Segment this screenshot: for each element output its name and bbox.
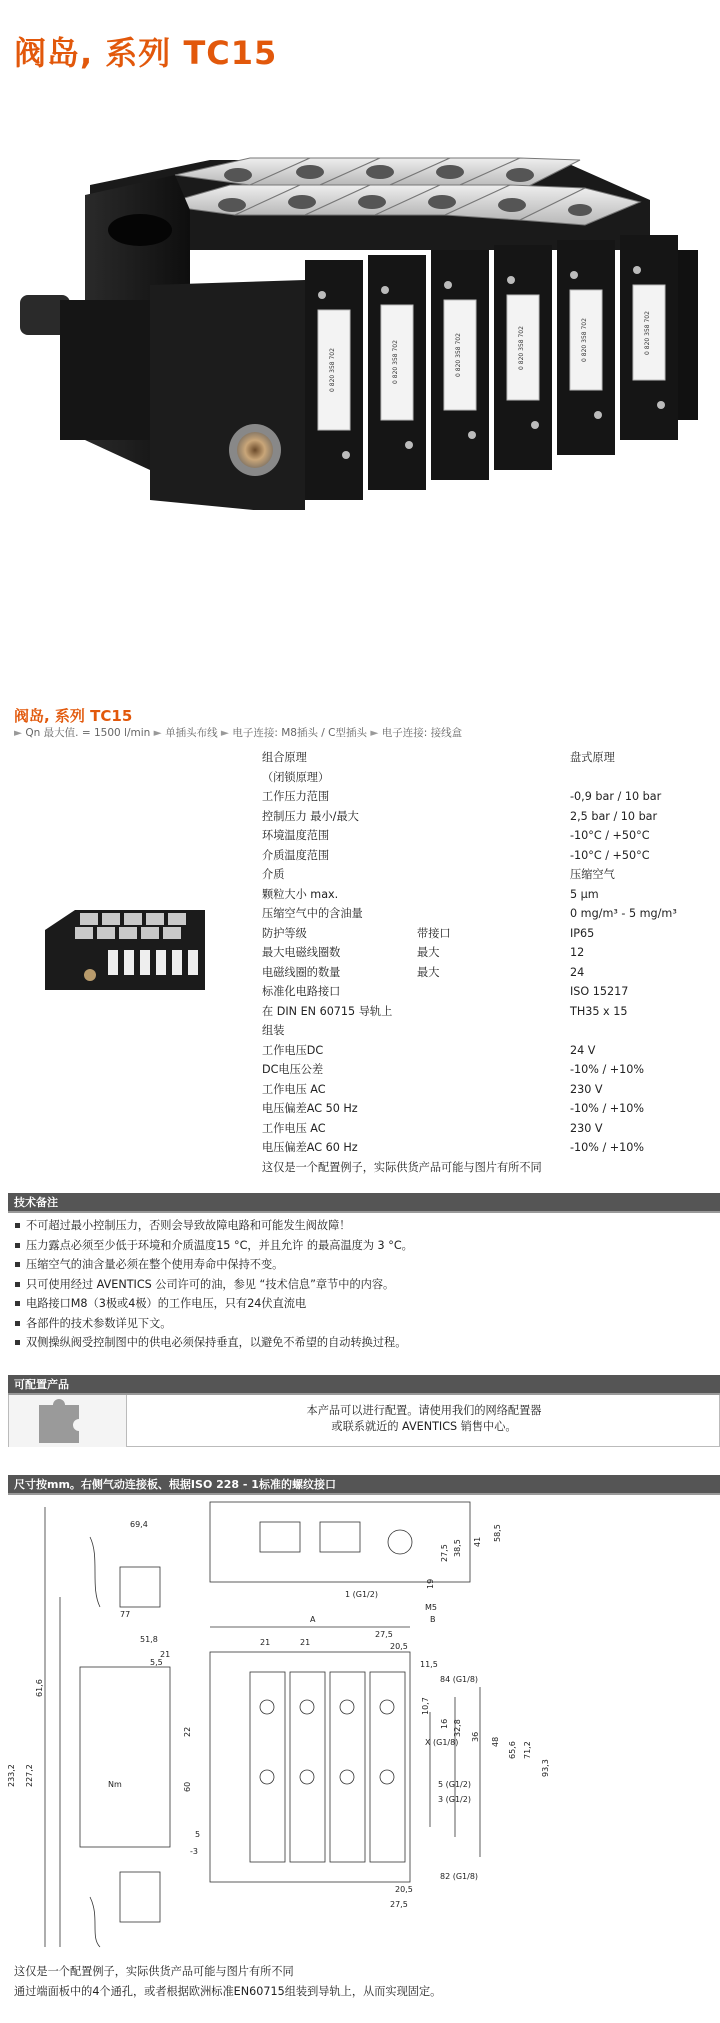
spec-qualifier	[417, 807, 570, 827]
tech-notes-header: 技术备注	[8, 1193, 720, 1213]
dim-label: 82 (G1/8)	[440, 1872, 479, 1881]
spec-key: DC电压公差	[262, 1063, 324, 1076]
spec-value: 230 V	[570, 1121, 603, 1135]
spec-qualifier	[417, 787, 570, 807]
spec-row	[262, 1002, 702, 1022]
spec-value: 5 µm	[570, 887, 599, 901]
spec-value: 12	[570, 946, 585, 959]
spec-key: 介质温度范围	[262, 848, 330, 862]
dim-label: 233,2	[7, 1764, 16, 1787]
spec-key: 工作电压DC	[262, 1043, 324, 1057]
dim-label: 20,5	[395, 1885, 413, 1894]
list-item: 不可超过最小控制压力，否则会导致故障电路和可能发生阀故障！	[14, 1216, 714, 1236]
spec-value: IP65	[570, 926, 595, 940]
spec-qualifier	[417, 1119, 570, 1139]
dim-label: B	[430, 1615, 436, 1624]
dim-label: 77	[120, 1610, 131, 1619]
spec-value: 压缩空气	[570, 868, 615, 881]
list-item: 双侧操纵阀受控制图中的供电必须保持垂直，以避免不希望的自动转换过程。	[14, 1333, 714, 1353]
dim-label: 5,5	[150, 1658, 163, 1667]
spec-key: 在 DIN EN 60715 导轨上	[262, 1004, 393, 1018]
dim-label: 20,5	[390, 1642, 408, 1651]
dim-label: 71,2	[523, 1741, 532, 1759]
dim-label: 58,5	[493, 1524, 502, 1542]
spec-row	[262, 904, 702, 924]
tech-notes-list	[14, 1216, 714, 1353]
bullet-icon: ►	[14, 727, 26, 739]
valve-label: 0 820 358 702	[518, 326, 525, 370]
spec-row	[262, 865, 702, 885]
dim-label: 21	[160, 1650, 171, 1659]
spec-qualifier	[417, 1002, 570, 1022]
dim-label: 11,5	[420, 1660, 438, 1669]
spec-row	[262, 943, 702, 963]
valve-terminal-photo	[0, 130, 720, 510]
spec-row	[262, 846, 702, 866]
dim-label: 27,5	[375, 1630, 393, 1639]
spec-qualifier	[417, 846, 570, 866]
spec-value: 2,5 bar / 10 bar	[570, 809, 658, 823]
spec-row	[262, 885, 702, 905]
spec-value: -0,9 bar / 10 bar	[570, 790, 662, 803]
dim-label: 48	[491, 1736, 500, 1747]
dim-label: 21	[260, 1638, 271, 1647]
spec-value: 24 V	[570, 1043, 596, 1057]
dim-label: 22	[183, 1726, 192, 1737]
spec-qualifier	[417, 826, 570, 846]
spec-value: 0 mg/m³ - 5 mg/m³	[570, 907, 677, 920]
spec-key: 压缩空气中的含油量	[262, 907, 363, 920]
dim-label: 61,6	[35, 1679, 44, 1697]
spec-row	[262, 1138, 702, 1158]
feature-flow: Qn 最大值. = 1500 l/min	[25, 727, 151, 739]
spec-qualifier: 带接口	[417, 926, 451, 940]
dim-label: 5	[195, 1830, 201, 1839]
valve-label: 0 820 358 702	[392, 340, 399, 384]
spec-qualifier: 最大	[417, 965, 440, 979]
spec-row	[262, 1119, 702, 1139]
list-item: 各部件的技术参数详见下文。	[14, 1314, 714, 1334]
spec-row	[262, 807, 702, 827]
spec-qualifier	[417, 768, 570, 788]
dim-label: 38,5	[453, 1539, 462, 1557]
dim-label: A	[310, 1615, 316, 1624]
footer-disclaimer: 这仅是一个配置例子，实际供货产品可能与图片有所不同	[14, 1965, 294, 1978]
spec-value	[570, 768, 702, 788]
dim-label: 19	[426, 1578, 435, 1589]
spec-value: -10% / +10%	[570, 1063, 645, 1076]
spec-value: -10% / +10%	[570, 1102, 645, 1115]
spec-value: ISO 15217	[570, 985, 629, 998]
dimensions-header: 尺寸按mm。右侧气动连接板、根据ISO 228 - 1标准的螺纹接口	[8, 1475, 720, 1495]
dim-label: 227,2	[25, 1764, 34, 1787]
dim-label: X (G1/8)	[425, 1738, 459, 1747]
bullet-icon: ►	[370, 727, 382, 739]
spec-qualifier	[417, 1041, 570, 1061]
feature-breadcrumb	[14, 725, 462, 740]
footer-mounting: 通过端面板中的4个通孔，或者根据欧洲标准EN60715组装到导轨上，从而实现固定。	[14, 1985, 442, 1998]
spec-key: 电压偏差AC 60 Hz	[262, 1141, 358, 1154]
spec-key: 颗粒大小 max.	[262, 887, 339, 901]
configurable-header: 可配置产品	[8, 1375, 720, 1395]
product-thumbnail	[40, 895, 210, 1000]
spec-row	[262, 1060, 702, 1080]
spec-qualifier	[417, 748, 570, 768]
dim-label: 5 (G1/2)	[438, 1780, 471, 1789]
spec-row	[262, 748, 702, 768]
spec-key: 电磁线圈的数量	[262, 965, 341, 979]
spec-table	[262, 748, 702, 1177]
spec-row	[262, 924, 702, 944]
valve-label: 0 820 358 702	[644, 311, 651, 355]
dim-label: M5	[425, 1603, 437, 1612]
spec-row	[262, 768, 702, 788]
dim-label: 10,7	[421, 1697, 430, 1715]
configurable-text	[127, 1403, 720, 1435]
valve-label: 0 820 358 702	[581, 318, 588, 362]
dim-label: 36	[471, 1731, 480, 1742]
dim-label: 60	[183, 1781, 192, 1792]
page-title: 阀岛, 系列 TC15	[14, 34, 278, 72]
spec-key: 组合原理	[262, 751, 307, 764]
spec-key: 环境温度范围	[262, 829, 330, 842]
spec-qualifier	[417, 1138, 570, 1158]
puzzle-icon-cell	[9, 1395, 127, 1447]
spec-qualifier	[417, 1021, 570, 1041]
configurable-box	[8, 1395, 720, 1447]
spec-key: 工作电压 AC	[262, 1082, 326, 1096]
dim-label: 51,8	[140, 1635, 158, 1644]
spec-value: 24	[570, 965, 585, 979]
spec-key: （闭锁原理）	[262, 770, 330, 784]
dim-label: 3 (G1/2)	[438, 1795, 471, 1804]
dim-label: 65,6	[508, 1741, 517, 1759]
list-item: 电路接口M8（3极或4极）的工作电压，只有24伏直流电	[14, 1294, 714, 1314]
spec-qualifier	[417, 1099, 570, 1119]
dim-label: 93,3	[541, 1759, 550, 1777]
dim-label: Nm	[108, 1780, 122, 1789]
list-item: 只可使用经过 AVENTICS 公司许可的油，参见 “技术信息”章节中的内容。	[14, 1275, 714, 1295]
bullet-icon: ►	[153, 727, 166, 739]
configurable-line: 本产品可以进行配置。请使用我们的网络配置器	[306, 1404, 542, 1417]
spec-key: 控制压力 最小/最大	[262, 809, 359, 823]
dim-label: 16	[440, 1718, 449, 1729]
footer-notes	[14, 1962, 714, 2002]
spec-key: 工作压力范围	[262, 790, 330, 803]
dim-label: -3	[190, 1847, 198, 1856]
spec-row	[262, 963, 702, 983]
spec-value: 盘式原理	[570, 751, 615, 764]
spec-qualifier	[417, 885, 570, 905]
dim-label: 1 (G1/2)	[345, 1590, 378, 1599]
product-subtitle: 阀岛, 系列 TC15	[14, 707, 133, 725]
dimension-drawing	[0, 1497, 720, 1957]
spec-row	[262, 1021, 702, 1041]
dim-label: 27,5	[440, 1544, 449, 1562]
dim-label: 32,8	[453, 1719, 462, 1737]
spec-key: 电压偏差AC 50 Hz	[262, 1102, 358, 1115]
spec-row	[262, 982, 702, 1002]
configurable-line: 或联系就近的 AVENTICS 销售中心。	[331, 1420, 517, 1433]
spec-key: 防护等级	[262, 926, 307, 940]
spec-value: -10°C / +50°C	[570, 848, 650, 862]
spec-key: 最大电磁线圈数	[262, 946, 341, 959]
spec-row	[262, 787, 702, 807]
spec-value: -10% / +10%	[570, 1141, 645, 1154]
dim-label: 41	[473, 1536, 482, 1547]
spec-disclaimer: 这仅是一个配置例子，实际供货产品可能与图片有所不同	[262, 1160, 542, 1174]
dim-label: 21	[300, 1638, 311, 1647]
spec-key: 介质	[262, 868, 285, 881]
feature-electric-box: 电子连接: 接线盒	[381, 727, 463, 739]
spec-qualifier	[417, 904, 570, 924]
spec-qualifier	[417, 982, 570, 1002]
spec-value: TH35 x 15	[570, 1004, 628, 1018]
dim-label: 84 (G1/8)	[440, 1675, 479, 1684]
spec-qualifier	[417, 1060, 570, 1080]
spec-key: 组装	[262, 1024, 285, 1037]
spec-row	[262, 1080, 702, 1100]
feature-wiring: 单插头布线	[165, 727, 218, 739]
list-item: 压力露点必须至少低于环境和介质温度15 °C，并且允许 的最高温度为 3 °C。	[14, 1236, 714, 1256]
puzzle-icon	[9, 1395, 127, 1447]
spec-row	[262, 826, 702, 846]
dim-label: 69,4	[130, 1520, 148, 1529]
spec-qualifier: 最大	[417, 946, 440, 959]
dim-label: 27,5	[390, 1900, 408, 1909]
spec-qualifier	[417, 865, 570, 885]
spec-key: 标准化电路接口	[262, 985, 341, 998]
bullet-icon: ►	[220, 727, 233, 739]
valve-label: 0 820 358 702	[329, 348, 336, 392]
spec-row	[262, 1041, 702, 1061]
feature-electric-m8: 电子连接: M8插头 / C型插头	[232, 727, 368, 739]
spec-qualifier	[417, 1080, 570, 1100]
spec-key: 工作电压 AC	[262, 1121, 326, 1135]
spec-value: 230 V	[570, 1082, 603, 1096]
spec-row	[262, 1099, 702, 1119]
spec-value: -10°C / +50°C	[570, 829, 650, 842]
valve-label: 0 820 358 702	[455, 333, 462, 377]
spec-value	[570, 1021, 702, 1041]
list-item: 压缩空气的油含量必须在整个使用寿命中保持不变。	[14, 1255, 714, 1275]
